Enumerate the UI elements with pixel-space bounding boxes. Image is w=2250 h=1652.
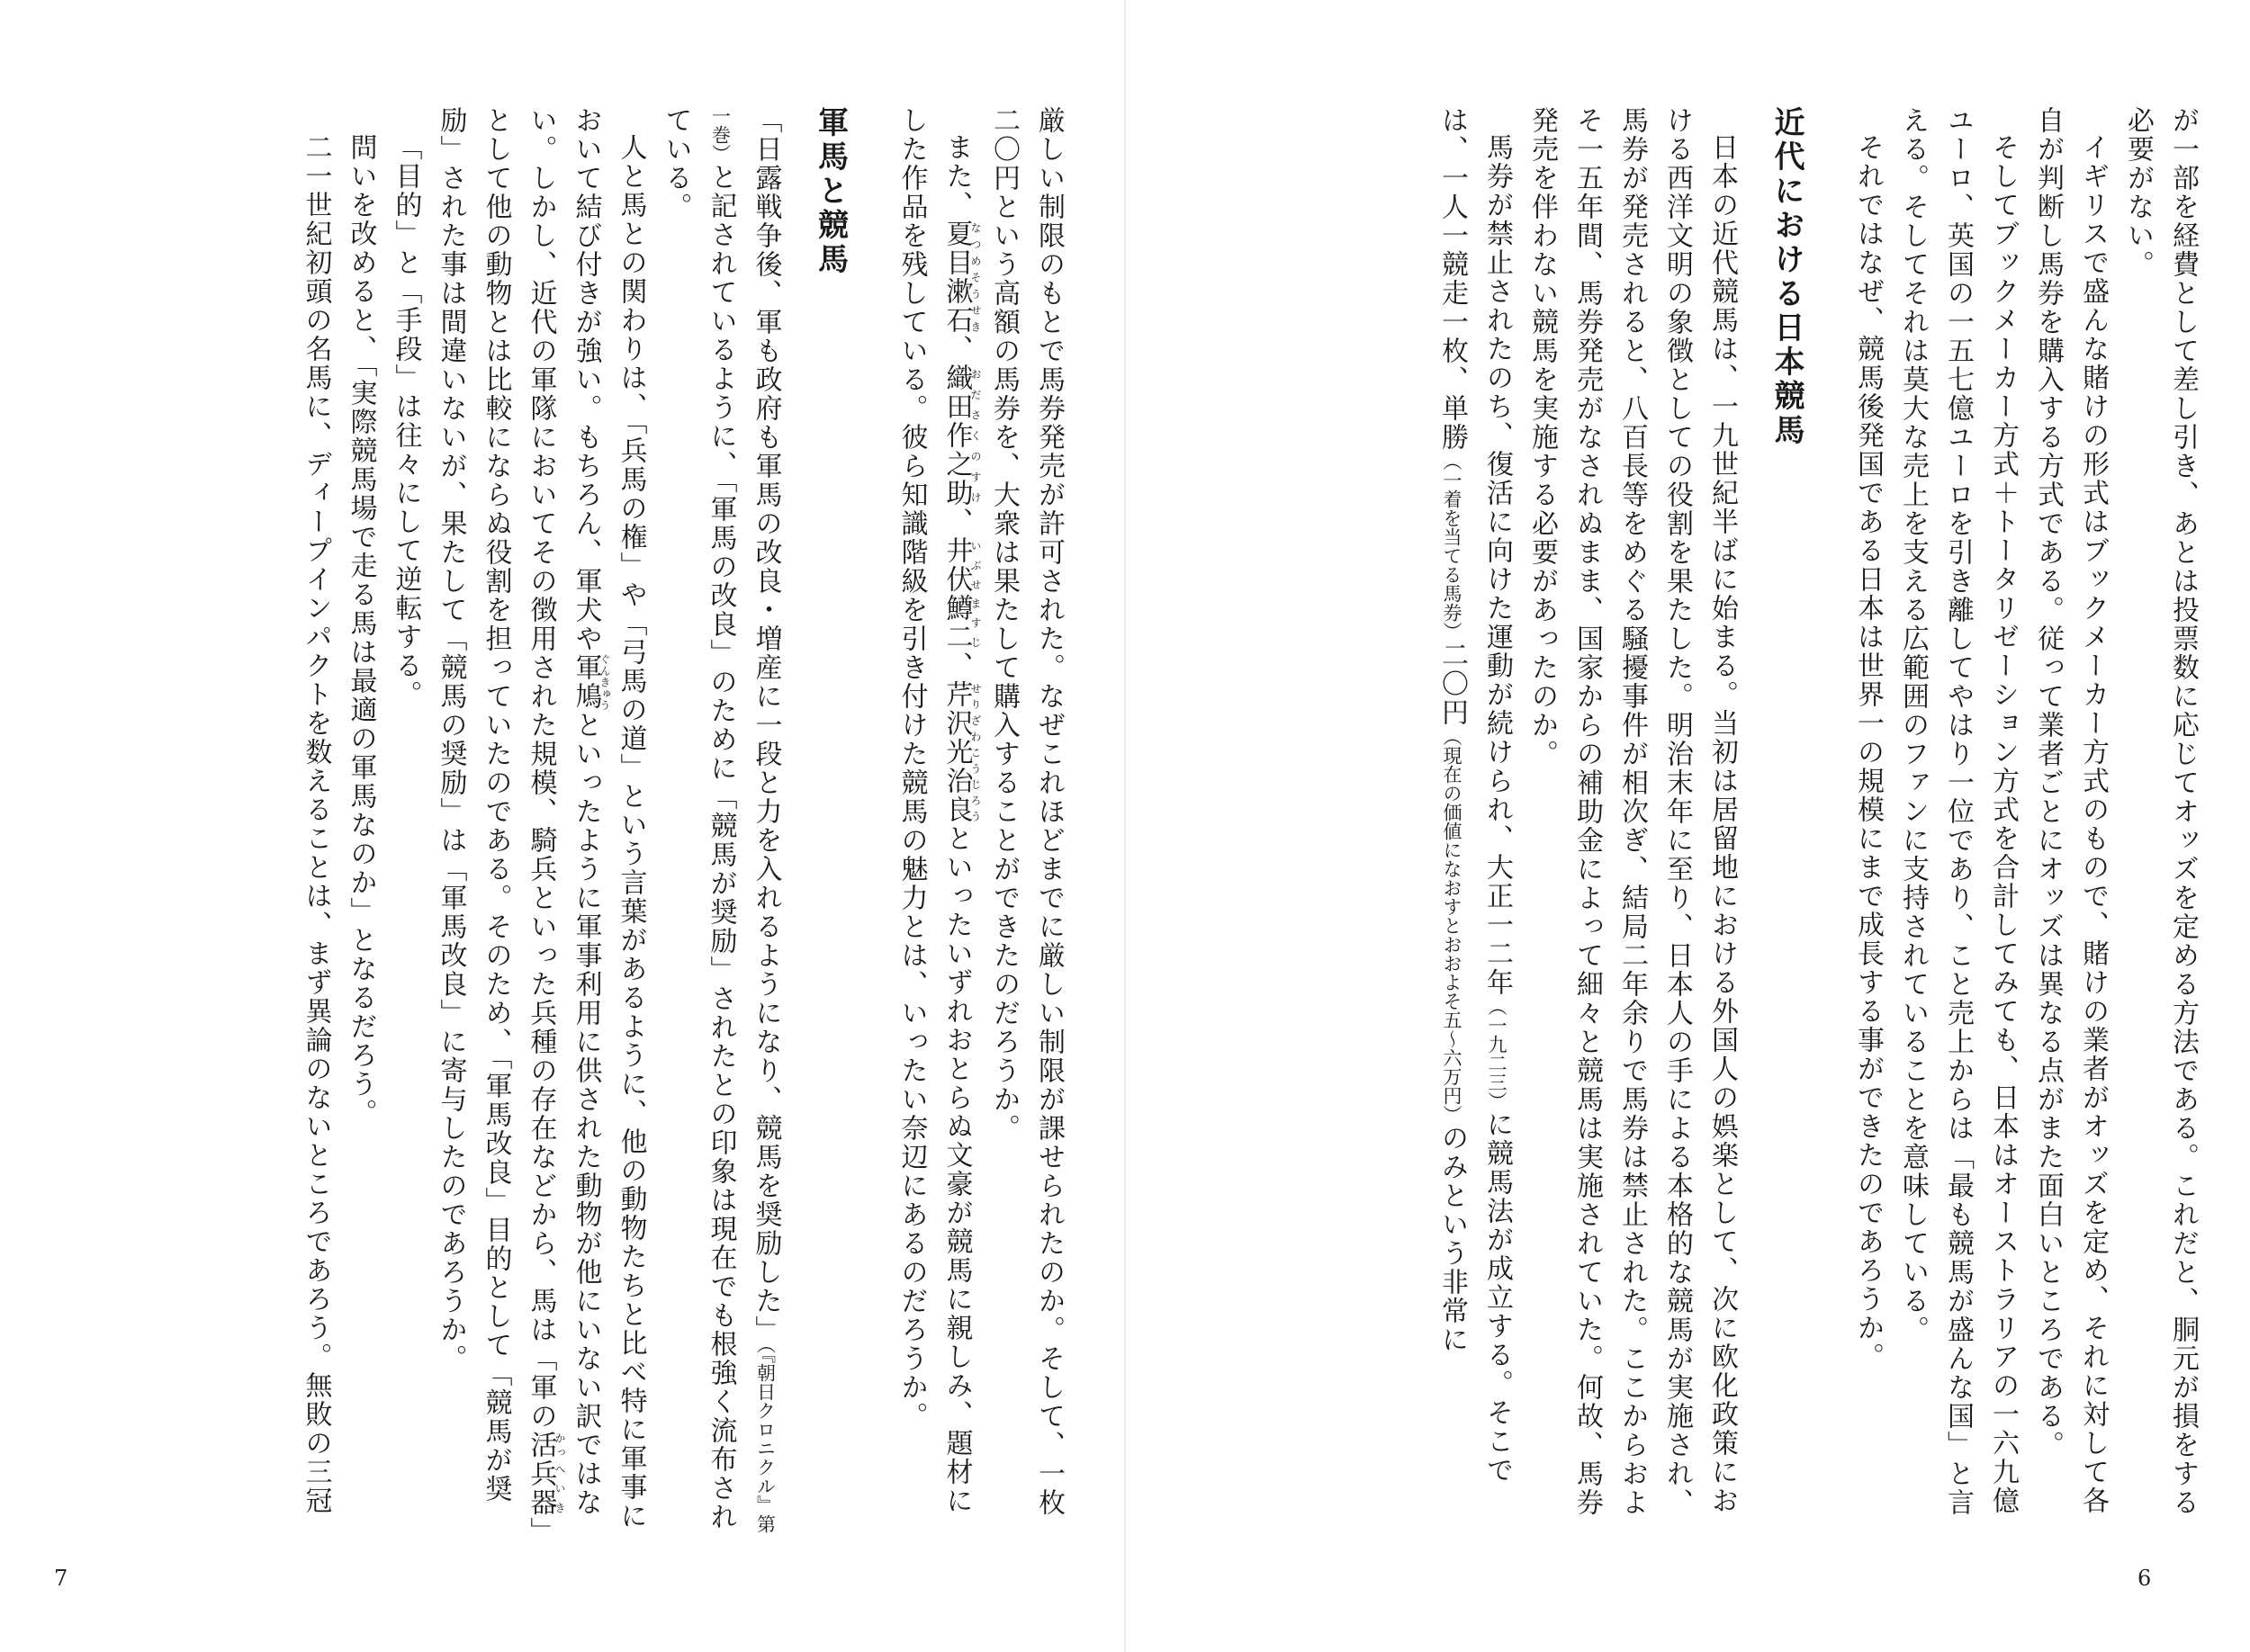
section-heading: 近代における日本競馬 (1768, 106, 1804, 448)
author-name: 井伏鱒二いぶせますじ (940, 536, 982, 651)
text-run: また、 (940, 133, 973, 220)
author-name: 芹沢光治良せりざわこうじろう (940, 680, 982, 824)
page-number: 7 (54, 1566, 68, 1591)
paragraph (653, 106, 788, 1537)
ruby-word: 活かっ (525, 1431, 566, 1459)
text-run: 馬券が禁止されたのち、復活に向けた運動が続けられ、大正一二年 (1481, 133, 1513, 997)
paragraph: 日本の近代競馬は、一九世紀半ばに始まる。当初は居留地における外国人の娯楽として、次に欧化政策における西洋文明の象徴としての役割を果たした。明治末年に至り、日本人の手による本格的な競馬が実施され、馬券が発売されると、八百長等をめぐる騒擾事件が相次ぎ、結局二年余りで馬券は禁止された。ここからおよそ一五年間、馬券発売がなされぬまま、国家からの補助金によって細々と競馬は実施されていた。何故、馬券発売を伴わない競馬を実施する必要があったのか。 (1526, 106, 1738, 1517)
section-heading: 軍馬と競馬 (812, 106, 849, 277)
paragraph: 「目的」と「手段」は往々にして逆転する。 (390, 133, 422, 709)
text-run: のみという非常に (1436, 1124, 1468, 1354)
annotation: （現在の価値になおすとおおよそ五〜六万円） (1441, 727, 1462, 1124)
paragraph (428, 106, 653, 1537)
author-name: 織田作之助おださくのすけ (940, 364, 982, 507)
right-page-text (1206, 106, 2205, 1537)
quotation: 「日露戦争後、軍も政府も軍馬の改良・増産に一段と力を入れるようになり、競馬を奨励した」 (750, 106, 782, 1344)
page-number: 6 (2138, 1566, 2152, 1591)
author-name: 夏目漱石なつめそうせき (940, 220, 982, 335)
paragraph: 問いを改めると、「実際競馬場で走る馬は最適の軍馬なのか」となるだろう。 (345, 133, 377, 1127)
text-run: 二〇円 (1436, 641, 1468, 727)
text-run: といったいずれおとらぬ文豪が競馬に親しみ、題材にした作品を残している。彼ら知識階級を引き付けた競馬の魅力とは、いったい奈辺にあるのだろうか。 (896, 106, 973, 1515)
paragraph (1429, 106, 1519, 1537)
right-page (1125, 0, 2250, 1652)
paragraph: それではなぜ、競馬後発国である日本は世界一の規模にまで成長する事ができたのであろうか。 (1852, 133, 1884, 1371)
text-run: 人と馬との関わりは、「兵馬の権」や「弓馬の道」という言葉があるように、他の動物たちと比べ特に軍事において結び付きが強い。もちろん、軍犬や (570, 106, 647, 1531)
ruby-word: 兵器へいき (525, 1459, 566, 1517)
paragraph: イギリスで盛んな賭けの形式はブックメーカー方式のもので、賭けの業者がオッズを定め、それに対して各自が判断し馬券を購入する方式である。従って業者ごとにオッズは異なる点がまた面白いところである。 (2032, 106, 2109, 1515)
text-run: と記されているように、「軍馬の改良」のために「競馬が奨励」されたとの印象は現在でも根強く流布されている。 (660, 106, 737, 1531)
paragraph: また、夏目漱石なつめそうせき、織田作之助おださくのすけ、井伏鱒二いぶせますじ、芹沢光治良せりざわこうじろうといったいずれおとらぬ文豪が競馬に親しみ、題材にした作品を残している。彼ら知識階級を引き付けた競馬の魅力とは、いったい奈辺にあるのだろうか。 (896, 106, 982, 1515)
paragraph: が一部を経費として差し引き、あとは投票数に応じてオッズを定める方法である。これだと、胴元が損をする必要がない。 (2122, 106, 2199, 1517)
citation: （『朝日クロニクル』第一巻） (709, 106, 777, 1533)
annotation: （一九二三） (1486, 997, 1508, 1110)
ruby-word: 軍鳩ぐんきゅう (570, 653, 611, 711)
left-page-text (99, 106, 1071, 1537)
paragraph: そしてブックメーカー方式＋トータリゼーション方式を合計してみても、日本はオーストラリアの一六九億ユーロ、英国の一五七億ユーロを引き離してやはり一位であり、こと売上からは「最も競馬が盛んな国」と言える。そしてそれは莫大な売上を支える広範囲のファンに支持されていることを意味している。 (1897, 106, 2019, 1517)
paragraph: 二一世紀初頭の名馬に、ディープインパクトを数えることは、まず異論のないところであろう。無敗の三冠 (300, 133, 332, 1515)
text-run: といったように軍事利用に供された動物が他にいない訳ではない。しかし、近代の軍隊においてその徴用された規模、騎兵といった兵種の存在などから、馬は「軍の (525, 106, 602, 1517)
annotation: （一着を当てる馬券） (1441, 452, 1462, 641)
paragraph: 厳しい制限のもとで馬券発売が許可された。なぜこれほどまでに厳しい制限が課せられたのか。そして、一枚二〇円という高額の馬券を、大衆は果たして購入することができたのだろうか。 (988, 106, 1065, 1517)
text-run: に競馬法が成立する。そこでは、一人一競走一枚、単勝 (1436, 106, 1513, 1485)
text-run: 」として他の動物とは比較にならぬ役割を担っていたのである。そのため、「軍馬改良」目的として「競馬が奨励」された事は間違いないが、果たして「競馬の奨励」は「軍馬改良」に寄与したのであろうか。 (435, 106, 557, 1532)
